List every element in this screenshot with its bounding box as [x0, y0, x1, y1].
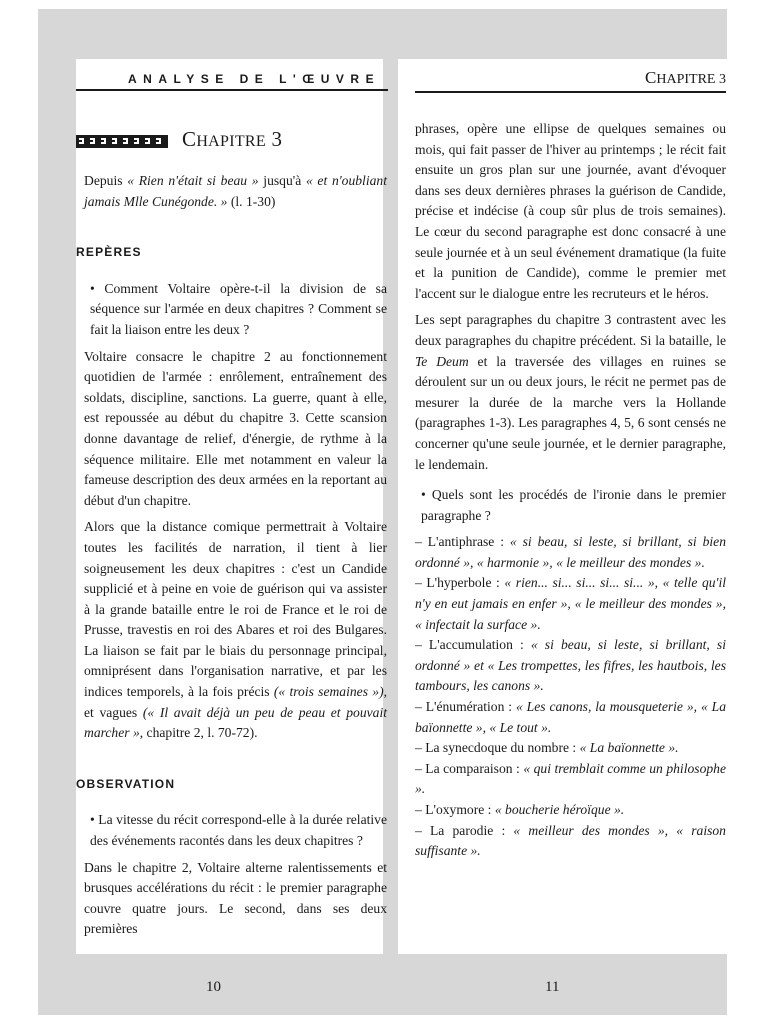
intro-lines: (l. 1-30): [227, 193, 276, 209]
item-quote: « si beau, si leste, si brillant, si bien ordonné », « harmonie », « le meilleur des mondes ».: [415, 534, 726, 570]
intro-mid: jusqu'à: [258, 173, 306, 188]
text-run: , chapitre 2, l. 70-72).: [139, 725, 258, 741]
quote: (« Il avait déjà un peu de peau et pouvait marcher »: [84, 704, 388, 741]
item-label: – La comparaison :: [415, 760, 524, 776]
running-head-number: 3: [719, 72, 726, 87]
list-item: [415, 800, 726, 821]
list-item: [415, 738, 726, 759]
page-spread: [38, 9, 727, 1015]
item-label: – L'accumulation :: [415, 637, 531, 653]
chapter-title-initial: C: [182, 127, 197, 152]
right-page: [398, 59, 727, 954]
item-label: – L'oxymore :: [415, 802, 495, 817]
left-running-head: ANALYSE DE L'ŒUVRE: [76, 67, 388, 91]
page-number-left: 10: [206, 979, 221, 995]
intro-reference: [84, 171, 387, 212]
item-label: – La parodie :: [415, 822, 514, 838]
running-head-rest: HAPITRE: [656, 72, 716, 87]
item-label: – L'antiphrase :: [415, 534, 510, 550]
list-item: [415, 697, 726, 738]
page-number-right: 11: [545, 979, 560, 995]
item-quote: « La baïonnette ».: [579, 740, 679, 756]
item-quote: « qui tremblait comme un philosophe ».: [415, 760, 726, 797]
item-quote: « meilleur des mondes », « raison suffisante ».: [415, 822, 726, 859]
intro-quote-end: « et n'oubliant jamais Mlle Cunégonde. »: [84, 173, 387, 209]
item-label: – L'énumération :: [415, 699, 516, 715]
paragraph: Dans le chapitre 2, Voltaire alterne ralentissements et brusques accélérations du récit : le premier paragraphe couvre quatre jours. Le second, dans ses deux premières: [84, 859, 387, 937]
text-run: Alors que la distance comique permettrait à Voltaire toutes les facilités de narration, il tient à lier soigneusement les deux chapitres : c'est un Candide supplicié et à peine en voie de guérison qui va assister à la grande bataille entre le roi de France et le roi de Prusse, travestis en roi des Abares et roi des Bulgares. La liaison se fait par le biais du personnage principal, omniprésent dans l'organisation narrative, et par les indices temporels, à la fois précis: [84, 519, 387, 700]
chapter-title-rest: HAPITRE: [196, 133, 266, 151]
item-quote: « si beau, si leste, si brillant, si ordonné » et « Les trompettes, les fifres, les hautbois, les tambours, les canons ».: [415, 637, 727, 694]
item-quote: « Les canons, la mousqueterie », « La baïonnette », « Le tout ».: [415, 699, 726, 735]
paragraph: Voltaire consacre le chapitre 2 au fonctionnement quotidien de l'armée : enrôlement, entraînement des soldats, discipline, sanctions. La guerre, quant à elle, est repoussée au début du chapitre 3. Cette scansion donne davantage de relief, d'énergie, de rythme à la séquence militaire. Elle met notamment en valeur la fameuse description des deux armées en la reportant au début d'un chapitre.: [84, 348, 387, 508]
quote: (« trois semaines »): [273, 684, 384, 700]
text-run: Les sept paragraphes du chapitre 3 contrastent avec les deux paragraphes du chapitre précédent. Si la bataille, le: [415, 312, 726, 348]
left-column: [76, 99, 388, 946]
paragraph: phrases, opère une ellipse de quelques semaines ou mois, qui fait passer de l'hiver au printemps ; le récit fait ensuite un gros plan sur une journée, avant d'évoquer dans ses deux dernières phrases la guérison de Candide, précise et indécise (à coup sûr plus de trois semaines). Le cœur du second paragraphe est donc consacré à une seule journée et à un seul événement dramatique (la fuite et la punition de Candide), comme le premier met l'accent sur le dialogue entre les recruteurs et le héros.: [415, 121, 726, 301]
list-item: [415, 821, 726, 862]
item-label: – L'hyperbole :: [415, 575, 505, 591]
intro-pre: Depuis: [84, 173, 128, 188]
item-label: – La synecdoque du nombre :: [415, 740, 580, 756]
running-head-initial: C: [645, 68, 657, 87]
item-quote: « boucherie héroïque ».: [494, 802, 625, 817]
list-item: [415, 635, 726, 697]
left-page: [76, 59, 388, 954]
text-run: , et vagues: [84, 684, 387, 720]
question-reperes: • Comment Voltaire opère-t-il la division de sa séquence sur l'armée en deux chapitres ? Comment se fait la liaison entre les deux ?: [90, 280, 387, 337]
paragraph-liaison: [84, 517, 387, 744]
chapter-title: [182, 129, 282, 153]
intro-quote-start: « Rien n'était si beau »: [127, 173, 259, 188]
list-item: [415, 759, 726, 800]
section-heading-observation: OBSERVATION: [76, 776, 176, 791]
italic-term: Te Deum: [415, 353, 469, 369]
paragraph-chapter3: [415, 310, 726, 475]
section-heading-reperes: REPÈRES: [76, 245, 142, 260]
right-running-head: [415, 67, 726, 93]
item-quote: « rien... si... si... si... si... », « telle qu'il n'y en eut jamais en enfer », « le meilleur des mondes », « infectait la surface ».: [415, 575, 726, 632]
question-observation: • La vitesse du récit correspond-elle à la durée relative des événements racontés dans les deux chapitres ?: [90, 812, 387, 849]
right-column: [415, 119, 726, 862]
text-run: et la traversée des villages en ruines se déroulent sur un ou deux jours, le récit ne permet pas de mesurer la durée de la marche vers la Hollande (paragraphes 1-3). Les paragraphes 4, 5, 6 sont censés ne concerner qu'une seule journée, et le dernier paragraphe, le lendemain.: [415, 353, 726, 472]
chapter-title-number: 3: [271, 127, 283, 152]
greek-key-ornament-icon: [76, 135, 168, 148]
chapter-heading: [76, 123, 387, 159]
list-item: [415, 573, 726, 635]
question-ironie: • Quels sont les procédés de l'ironie dans le premier paragraphe ?: [421, 487, 726, 523]
list-item: [415, 532, 726, 573]
